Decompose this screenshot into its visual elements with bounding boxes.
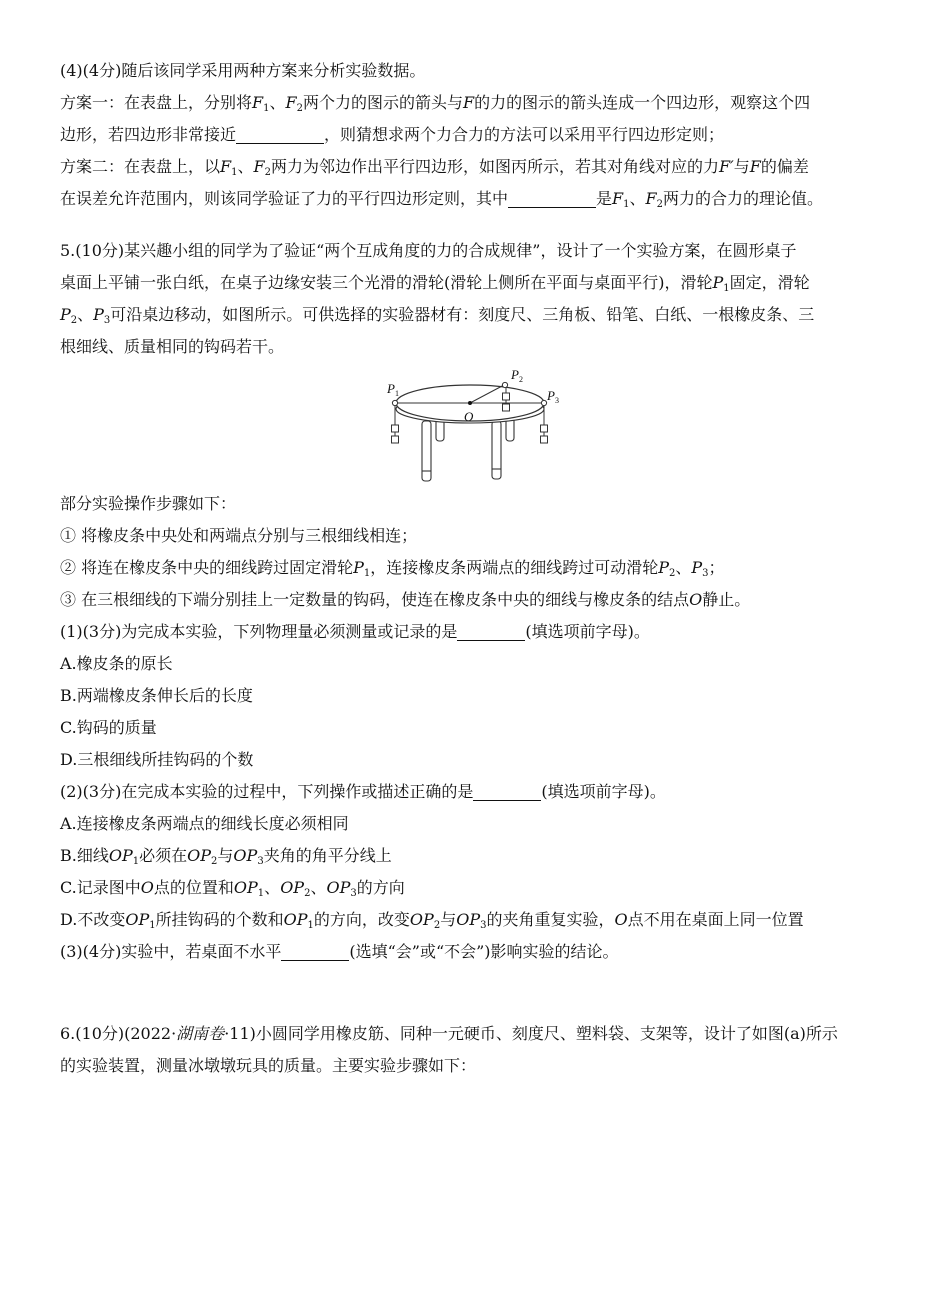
sub-1: 1 [257,888,265,899]
text: 6.(10分)(2022· [60,1024,177,1043]
q6-line2 [60,1050,890,1082]
sep: 、 [629,189,646,208]
var-op: OP [108,846,133,865]
var-o: O [140,878,154,897]
sub-2: 2 [304,888,311,899]
answer-blank[interactable] [457,620,525,641]
spacer [60,968,890,1018]
sep: 、 [675,558,692,577]
answer-blank[interactable] [508,187,596,208]
sep: 、 [269,93,286,112]
text: B.细线 [60,846,109,865]
sub-3: 3 [257,856,264,867]
var-f1: F [252,93,264,112]
sub-2: 2 [211,856,218,867]
var-op: OP [326,878,351,897]
label-p3: $P_3$ [547,388,559,405]
text: (2)(3分)在完成本实验的过程中，下列操作或描述正确的是 [60,782,474,801]
label-p2: $P_2$ [511,367,523,384]
answer-blank[interactable] [281,940,349,961]
text: ； [708,558,725,577]
q5-line3 [60,299,890,331]
sub-2: 2 [656,199,664,210]
q5-sub1-option-c [60,712,890,744]
text: 的实验装置，测量冰墩墩玩具的质量。主要实验步骤如下： [60,1056,477,1075]
var-o: O [689,590,703,609]
knot-o [468,401,472,405]
q5-line4 [60,331,890,363]
sub-1: 1 [363,568,371,579]
q4-intro-text: (4)(4分)随后该同学采用两种方案来分析实验数据。 [60,61,426,80]
text: D.三根细线所挂钩码的个数 [60,750,254,769]
sub-2: 2 [433,920,441,931]
text: 的偏差 [760,157,809,176]
var-p: P [712,273,724,292]
text: 两个力的图示的箭头与 [303,93,464,112]
var-op: OP [187,846,212,865]
var-op: OP [456,910,481,929]
text: (选填“会”或“不会”)影响实验的结论。 [349,942,619,961]
sub-1: 1 [307,920,314,931]
q5-sub3 [60,936,890,968]
text: 点不用在桌面上同一位置 [627,910,804,929]
var-p: P [93,305,104,324]
var-f2: F [285,93,297,112]
sub-1: 1 [263,103,270,114]
text: 点的位置和 [153,878,234,897]
text: 夹角的角平分线上 [263,846,392,865]
text: 所挂钩码的个数和 [155,910,284,929]
text: 是 [596,189,613,208]
answer-blank[interactable] [473,780,541,801]
text: ，则猜想求两个力合力的方法可以采用平行四边形定则； [324,125,725,144]
q5-sub2-option-d [60,904,890,936]
label-p1: $P_1$ [387,381,399,398]
answer-blank[interactable] [236,123,324,144]
q4-plan2-line2 [60,183,890,215]
sub-2: 2 [264,167,271,178]
text: 两力的合力的理论值。 [663,189,824,208]
sub-3: 3 [350,888,357,899]
q5-sub2 [60,776,890,808]
text: 必须在 [139,846,188,865]
source-label: 湖南卷 [176,1024,225,1043]
q5-sub2-option-b [60,840,890,872]
text: 与 [733,157,750,176]
sub-3: 3 [702,568,709,579]
q5-step1 [60,520,890,552]
text: ，连接橡皮条两端点的细线跨过可动滑轮 [370,558,659,577]
var-p: P [658,558,670,577]
text: 与 [217,846,234,865]
var-f2: F [253,157,265,176]
q4-plan1-line2 [60,119,890,151]
text: 的夹角重复实验， [486,910,615,929]
table-legs [422,415,514,481]
text: 两力为邻边作出平行四边形，如图丙所示，若其对角线对应的力 [271,157,720,176]
sub-1: 1 [149,920,156,931]
table-diagram [380,363,570,488]
sub-2: 2 [296,103,303,114]
var-p: P [60,305,71,324]
q4-plan2-line1 [60,151,890,183]
label-o: O [464,409,474,424]
document-page [60,55,890,1082]
text: 边形，若四边形非常接近 [60,125,237,144]
q5-step3 [60,584,890,616]
text: C.记录图中 [60,878,141,897]
text: 根细线、质量相同的钩码若干。 [60,337,285,356]
var-f1: F [220,157,232,176]
var-op: OP [283,910,308,929]
text: A.橡皮条的原长 [60,654,173,673]
text: B.两端橡皮条伸长后的长度 [60,686,253,705]
sep: 、 [264,878,281,897]
text: C.钩码的质量 [60,718,157,737]
var-op: OP [233,878,258,897]
text: 部分实验操作步骤如下： [60,494,237,513]
text: ② 将连在橡皮条中央的细线跨过固定滑轮 [60,558,354,577]
text: 的方向 [356,878,405,897]
table-pulley-figure [60,363,890,488]
var-p: P [691,558,703,577]
sub-2: 2 [669,568,676,579]
text: (填选项前字母)。 [525,622,650,641]
q5-sub2-option-c [60,872,890,904]
q5-steps-title [60,488,890,520]
q5-step2 [60,552,890,584]
var-o: O [614,910,628,929]
sub-1: 1 [231,167,238,178]
text: ·11)小圆同学用橡皮筋、同种一元硬币、刻度尺、塑料袋、支架等，设计了如图(a)所示 [224,1024,838,1043]
text: 在误差允许范围内，则该同学验证了力的平行四边形定则，其中 [60,189,509,208]
text: ① 将橡皮条中央处和两端点分别与三根细线相连； [60,526,418,545]
text: 的方向，改变 [313,910,410,929]
text: D.不改变 [60,910,126,929]
sub-1: 1 [723,283,730,294]
text: (3)(4分)实验中，若桌面不水平 [60,942,282,961]
text: 固定，滑轮 [729,273,810,292]
q5-line1 [60,235,890,267]
var-f: F [463,93,475,112]
text: 方案二：在表盘上，以 [60,157,221,176]
sub-1: 1 [132,856,140,867]
var-op: OP [409,910,434,929]
q5-sub1-option-a [60,648,890,680]
var-fprime: F′ [719,157,734,176]
q5-sub2-option-a [60,808,890,840]
sep: 、 [77,305,94,324]
sub-3: 3 [103,315,111,326]
q5-line2 [60,267,890,299]
q4-plan1-line1 [60,87,890,119]
q5-sub1-option-b [60,680,890,712]
sub-1: 1 [623,199,630,210]
var-op: OP [280,878,305,897]
q5-sub1 [60,616,890,648]
q6-line1 [60,1018,890,1050]
sep: 、 [237,157,254,176]
sub-2: 2 [70,315,78,326]
sep: 、 [310,878,327,897]
sub-3: 3 [480,920,487,931]
text: 静止。 [702,590,751,609]
var-f: F [749,157,761,176]
var-f2: F [645,189,657,208]
var-p: P [353,558,364,577]
var-op: OP [125,910,150,929]
q4-intro [60,55,890,87]
text: ③ 在三根细线的下端分别挂上一定数量的钩码，使连在橡皮条中央的细线与橡皮条的结点 [60,590,690,609]
text: 方案一：在表盘上，分别将 [60,93,253,112]
text: (填选项前字母)。 [541,782,666,801]
text: 与 [440,910,457,929]
var-f1: F [612,189,624,208]
text: A.连接橡皮条两端点的细线长度必须相同 [60,814,349,833]
text: 的力的图示的箭头连成一个四边形，观察这个四 [474,93,811,112]
var-op: OP [233,846,258,865]
spacer [60,215,890,235]
text: 5.(10分)某兴趣小组的同学为了验证“两个互成角度的力的合成规律”，设计了一个实验方案，在圆形桌子 [60,241,797,260]
text: 桌面上平铺一张白纸，在桌子边缘安装三个光滑的滑轮(滑轮上侧所在平面与桌面平行)，滑轮 [60,273,713,292]
text: 可沿桌边移动，如图所示。可供选择的实验器材有：刻度尺、三角板、铅笔、白纸、一根橡皮条、三 [110,305,815,324]
text: (1)(3分)为完成本实验，下列物理量必须测量或记录的是 [60,622,458,641]
q5-sub1-option-d [60,744,890,776]
